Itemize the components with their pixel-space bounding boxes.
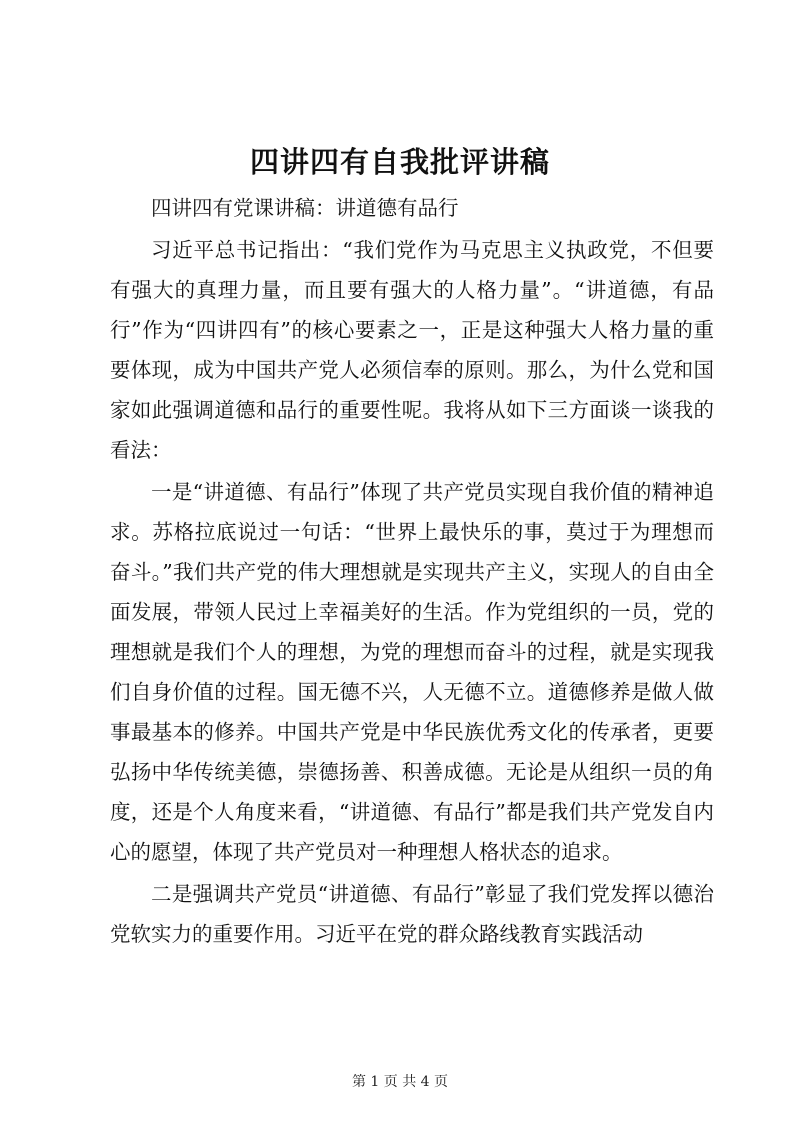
point-one-paragraph: 一是“讲道德、有品行”体现了共产党员实现自我价值的精神追求。苏格拉底说过一句话：“世界上最快乐的事，莫过于为理想而奋斗。”我们共产党的伟大理想就是实现共产主义，实现人的自由全面发展，带领人民过上幸福美好的生活。作为党组织的一员，党的理想就是我们个人的理想，为党的理想而奋斗的过程，就是实现我们自身价值的过程。国无德不兴，人无德不立。道德修养是做人做事最基本的修养。中国共产党是中华民族优秀文化的传承者，更要弘扬中华传统美德，崇德扬善、积善成德。无论是从组织一员的角度，还是个人角度来看，“讲道德、有品行”都是我们共产党发自内心的愿望，体现了共产党员对一种理想人格状态的追求。 (110, 480, 714, 864)
page-number-footer: 第 1 页 共 4 页 (351, 1074, 449, 1090)
intro-paragraph: 习近平总书记指出：“我们党作为马克思主义执政党，不但要有强大的真理力量，而且要有强大的人格力量”。“讲道德，有品行”作为“四讲四有”的核心要素之一，正是这种强大人格力量的重要体现，成为中国共产党人必须信奉的原则。那么，为什么党和国家如此强调道德和品行的重要性呢。我将从如下三方面谈一谈我的看法： (110, 238, 714, 462)
subtitle-paragraph: 四讲四有党课讲稿：讲道德有品行 (151, 196, 459, 220)
document-title: 四讲四有自我批评讲稿 (249, 145, 550, 179)
document-body (110, 188, 714, 954)
point-two-paragraph: 二是强调共产党员“讲道德、有品行”彰显了我们党发挥以德治党软实力的重要作用。习近平在党的群众路线教育实践活动 (110, 882, 714, 946)
